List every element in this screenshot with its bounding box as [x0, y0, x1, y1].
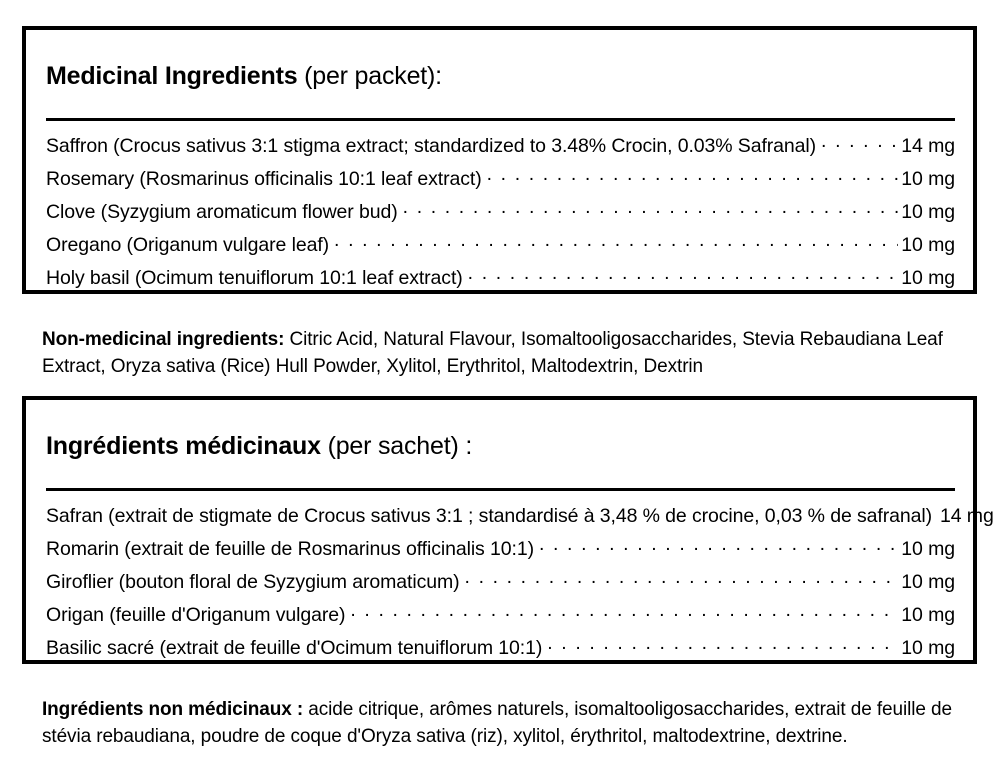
medicinal-ingredients-panel-english	[22, 26, 977, 294]
dot-leader	[547, 634, 898, 654]
ingredient-amount: 10 mg	[901, 167, 955, 190]
panel-title-strong-english: Medicinal Ingredients	[46, 61, 298, 90]
non-medicinal-body-english: Citric Acid, Natural Flavour, Isomaltooligosaccharides, Stevia Rebaudiana Leaf Extract, Oryza sativa (Rice) Hull Powder, Xylitol, Erythritol, Maltodextrin, Dextrin	[42, 329, 943, 377]
non-medicinal-label-french: Ingrédients non médicinaux :	[42, 699, 304, 720]
title-divider-english	[46, 118, 955, 121]
ingredient-row	[46, 229, 955, 262]
ingredient-name: Romarin (extrait de feuille de Rosmarinus officinalis 10:1)	[46, 537, 534, 560]
ingredient-name: Safran (extrait de stigmate de Crocus sativus 3:1 ; standardisé à 3,48 % de crocine, 0,03 % de safranal)	[46, 504, 932, 527]
title-divider-french	[46, 488, 955, 491]
panel-title-light-french: (per sachet) :	[320, 431, 473, 460]
ingredient-row	[46, 500, 994, 533]
ingredient-name: Oregano (Origanum vulgare leaf)	[46, 233, 330, 256]
dot-leader	[334, 231, 898, 251]
ingredient-name: Holy basil (Ocimum tenuiflorum 10:1 leaf extract)	[46, 266, 463, 289]
ingredient-row	[46, 632, 955, 665]
ingredient-row	[46, 163, 955, 196]
ingredient-amount: 10 mg	[901, 233, 955, 256]
ingredient-amount: 14 mg	[901, 134, 955, 157]
ingredient-name: Saffron (Crocus sativus 3:1 stigma extract; standardized to 3.48% Crocin, 0.03% Safranal)	[46, 134, 817, 157]
ingredient-name: Origan (feuille d'Origanum vulgare)	[46, 603, 346, 626]
panel-inner-english	[26, 30, 973, 295]
ingredient-list-english	[46, 130, 955, 295]
non-medicinal-body-french: acide citrique, arômes naturels, isomaltooligosaccharides, extrait de feuille de stévia rebaudiana, poudre de coque d'Oryza sativa (riz), xylitol, érythritol, maltodextrine, dextrine.	[42, 699, 952, 747]
ingredient-amount: 10 mg	[901, 200, 955, 223]
panel-inner-french	[26, 400, 994, 665]
ingredient-row	[46, 196, 955, 229]
ingredient-amount: 10 mg	[901, 570, 955, 593]
non-medicinal-ingredients-french	[42, 696, 967, 750]
panel-title-english	[46, 61, 955, 97]
ingredient-list-french	[46, 500, 994, 665]
ingredient-amount: 10 mg	[901, 537, 955, 560]
ingredient-row	[46, 599, 955, 632]
ingredient-row	[46, 130, 955, 163]
panel-title-light-english: (per packet):	[297, 61, 442, 90]
dot-leader	[487, 165, 899, 185]
dot-leader	[350, 601, 898, 621]
ingredient-amount: 14 mg	[940, 504, 994, 527]
dot-leader	[465, 568, 899, 588]
ingredient-amount: 10 mg	[901, 636, 955, 659]
ingredient-amount: 10 mg	[901, 266, 955, 289]
dot-leader	[468, 264, 899, 284]
ingredient-name: Basilic sacré (extrait de feuille d'Ocimum tenuiflorum 10:1)	[46, 636, 543, 659]
non-medicinal-ingredients-english	[42, 326, 967, 380]
dot-leader	[539, 535, 898, 555]
ingredient-name: Giroflier (bouton floral de Syzygium aromaticum)	[46, 570, 460, 593]
medicinal-ingredients-panel-french	[22, 396, 994, 664]
ingredient-amount: 10 mg	[901, 603, 955, 626]
panel-title-french	[46, 431, 955, 467]
ingredient-row	[46, 533, 955, 566]
dot-leader	[821, 132, 898, 152]
panel-title-strong-french: Ingrédients médicinaux	[46, 431, 321, 460]
non-medicinal-label-english: Non-medicinal ingredients:	[42, 329, 285, 350]
dot-leader	[403, 198, 899, 218]
ingredient-row	[46, 262, 955, 295]
ingredient-name: Rosemary (Rosmarinus officinalis 10:1 leaf extract)	[46, 167, 482, 190]
ingredient-name: Clove (Syzygium aromaticum flower bud)	[46, 200, 398, 223]
ingredient-row	[46, 566, 955, 599]
